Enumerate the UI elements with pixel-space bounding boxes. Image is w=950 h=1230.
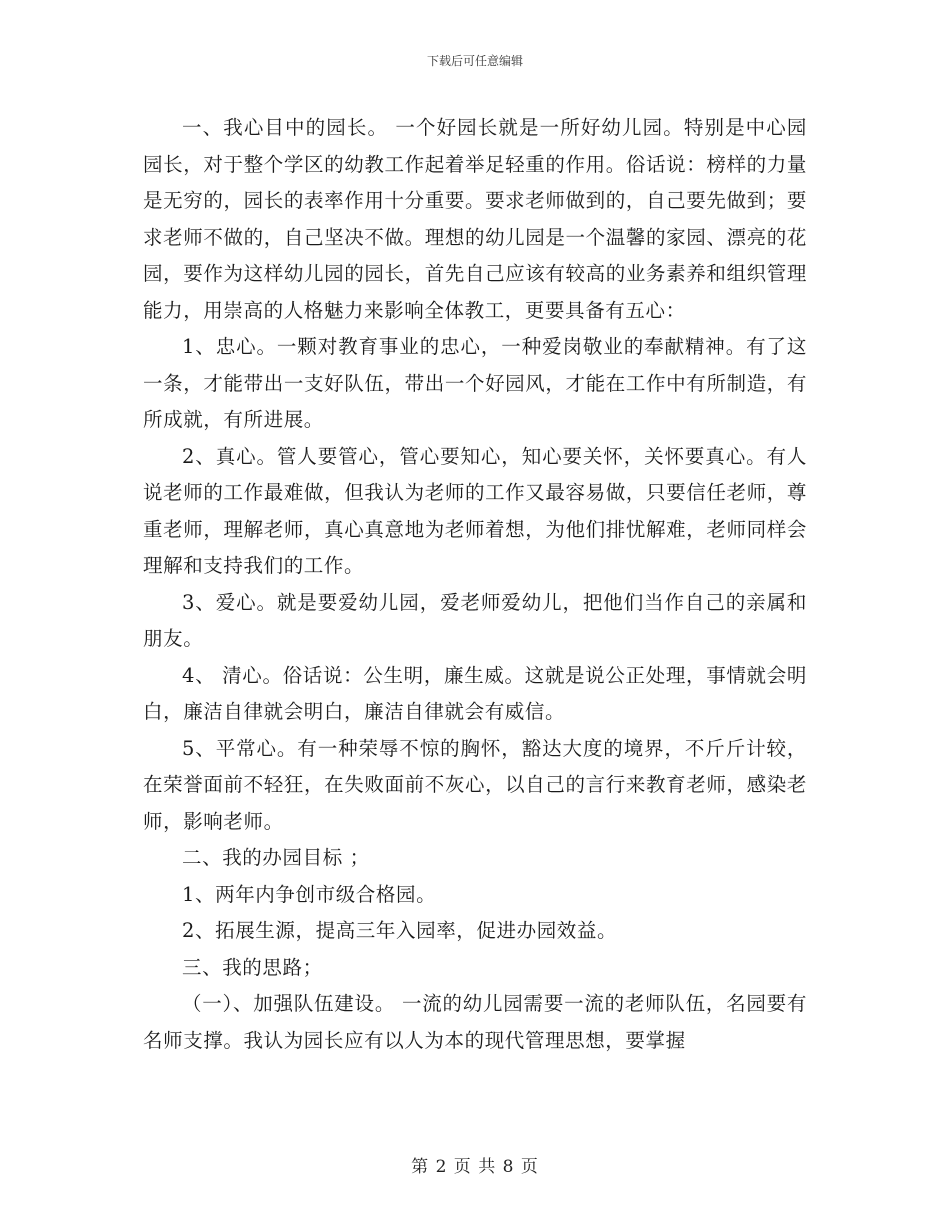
paragraph-equanimity: 5、平常心。有一种荣辱不惊的胸怀，豁达大度的境界，不斤斤计较，在荣誉面前不轻狂，在失败面前不灰心，以自己的言行来教育老师，感染老师，影响老师。 <box>143 736 807 833</box>
paragraph-team-building: （一）、加强队伍建设。 一流的幼儿园需要一流的老师队伍，名园要有名师支撑。我认为园长应有以人为本的现代管理思想，要掌握 <box>143 992 807 1052</box>
paragraph-integrity: 4、 清心。俗话说：公生明，廉生威。这就是说公正处理，事情就会明白，廉洁自律就会明白，廉洁自律就会有威信。 <box>143 663 807 723</box>
document-body <box>143 110 807 1059</box>
page-number: 第 2 页 共 8 页 <box>411 1157 539 1177</box>
paragraph-principal-ideal: 一、我心目中的园长。 一个好园长就是一所好幼儿园。特别是中心园园长，对于整个学区的幼教工作起着举足轻重的作用。俗话说：榜样的力量是无穷的，园长的表率作用十分重要。要求老师做到的，自己要先做到；要求老师不做的，自己坚决不做。理想的幼儿园是一个温馨的家园、漂亮的花园，要作为这样幼儿园的园长，首先自己应该有较高的业务素养和组织管理能力，用崇高的人格魅力来影响全体教工，更要具备有五心： <box>143 116 807 322</box>
section-heading-goals: 二、我的办园目标 ； <box>182 846 370 869</box>
paragraph-loyalty: 1、忠心。一颗对教育事业的忠心，一种爱岗敬业的奉献精神。有了这一条，才能带出一支好队伍，带出一个好园风，才能在工作中有所制造，有所成就，有所进展。 <box>143 335 807 431</box>
page-header: 下载后可任意编辑 <box>426 54 523 68</box>
paragraph-sincerity: 2、真心。管人要管心，管心要知心，知心要关怀，关怀要真心。有人说老师的工作最难做，但我认为老师的工作又最容易做，只要信任老师，尊重老师，理解老师，真心真意地为老师着想，为他们排忧解难，老师同样会理解和支持我们的工作。 <box>143 444 807 577</box>
goal-item-2: 2、拓展生源，提高三年入园率，促进办园效益。 <box>182 919 618 942</box>
section-heading-approach: 三、我的思路； <box>182 955 323 979</box>
paragraph-love: 3、爱心。就是要爱幼儿园，爱老师爱幼儿，把他们当作自己的亲属和朋友。 <box>143 590 807 650</box>
goal-item-1: 1、两年内争创市级合格园。 <box>182 882 437 906</box>
